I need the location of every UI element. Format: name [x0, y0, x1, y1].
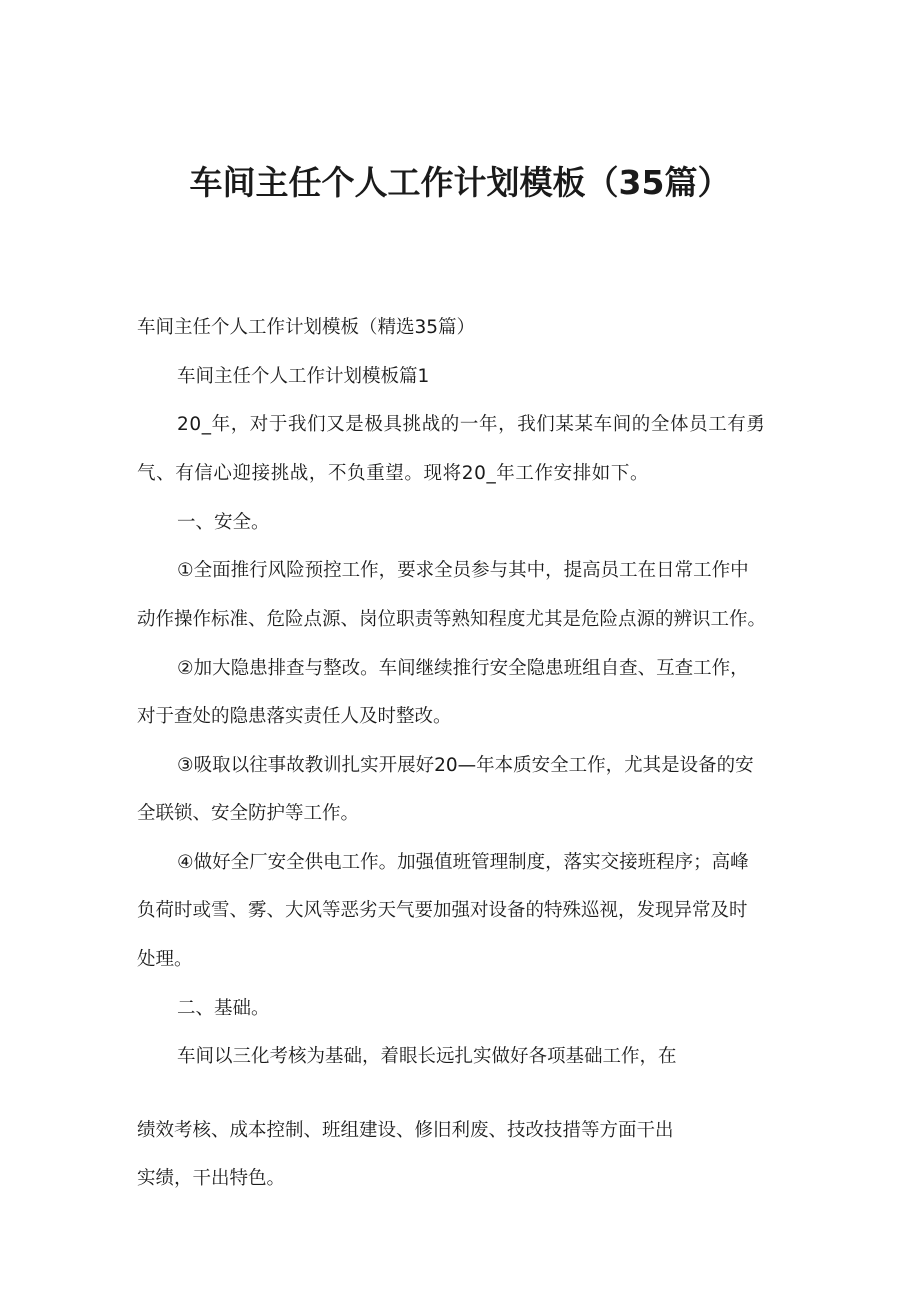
- paragraph-line: ④做好全厂安全供电工作。加强值班管理制度，落实交接班程序；高峰: [177, 852, 749, 873]
- paragraph-line: 对于查处的隐患落实责任人及时整改。: [137, 706, 452, 727]
- paragraph-line: 动作操作标准、危险点源、岗位职责等熟知程度尤其是危险点源的辨识工作。: [137, 609, 767, 630]
- paragraph-line: 负荷时或雪、雾、大风等恶劣天气要加强对设备的特殊巡视，发现异常及时: [137, 900, 748, 921]
- document-title: 车间主任个人工作计划模板（35篇）: [189, 163, 731, 202]
- paragraph-line: 绩效考核、成本控制、班组建设、修旧利废、技改技措等方面干出: [137, 1120, 674, 1141]
- paragraph-line: ②加大隐患排查与整改。车间继续推行安全隐患班组自查、互查工作，: [177, 658, 749, 679]
- paragraph-line: 实绩，干出特色。: [137, 1168, 286, 1189]
- paragraph-line: 处理。: [137, 949, 193, 970]
- section-heading: 一、安全。: [177, 512, 270, 533]
- chapter-heading: 车间主任个人工作计划模板篇1: [177, 366, 430, 387]
- paragraph-line: ①全面推行风险预控工作，要求全员参与其中，提高员工在日常工作中: [177, 560, 749, 581]
- paragraph-line: 车间以三化考核为基础，着眼长远扎实做好各项基础工作，在: [177, 1046, 677, 1067]
- section-heading: 二、基础。: [177, 998, 270, 1019]
- document-subtitle: 车间主任个人工作计划模板（精选35篇）: [137, 317, 476, 338]
- paragraph-line: 20_年，对于我们又是极具挑战的一年，我们某某车间的全体员工有勇: [177, 414, 766, 435]
- paragraph-line: 气、有信心迎接挑战，不负重望。现将20_年工作安排如下。: [137, 463, 650, 484]
- paragraph-line: ③吸取以往事故教训扎实开展好20—年本质安全工作，尤其是设备的安: [177, 755, 754, 776]
- paragraph-line: 全联锁、安全防护等工作。: [137, 803, 360, 824]
